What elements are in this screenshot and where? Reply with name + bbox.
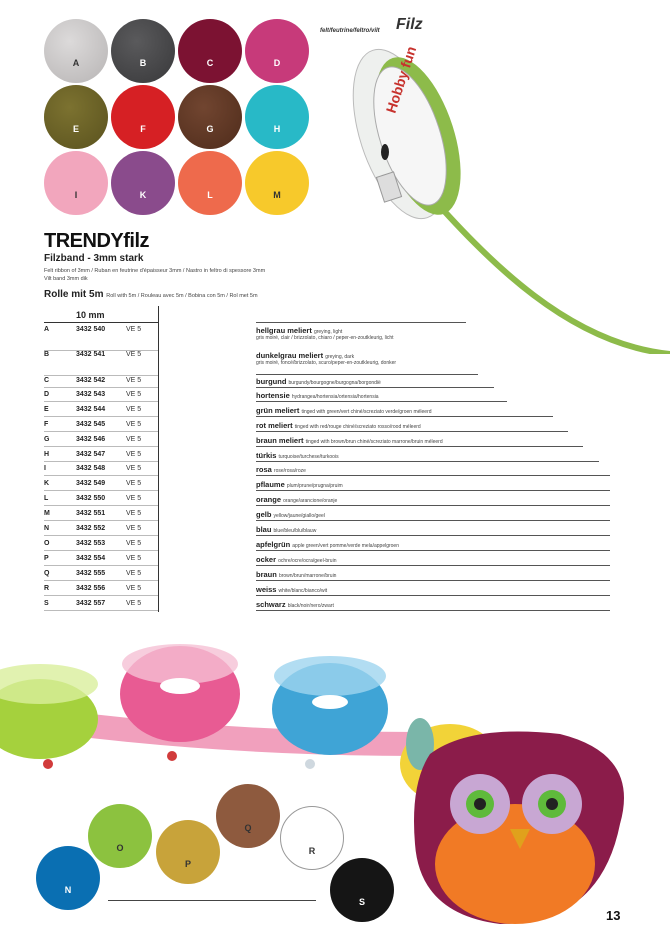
color-swatch-d: [245, 19, 309, 83]
table-row: [0, 377, 670, 392]
row-letter: N: [44, 525, 50, 532]
color-name-translations: orange/arancione/oranje: [283, 498, 338, 504]
color-swatch-m: [245, 151, 309, 215]
color-swatch-q: [216, 784, 280, 848]
row-rule-left: [44, 416, 158, 417]
article-number: 3432 557: [76, 600, 106, 607]
row-rule-left: [44, 475, 158, 476]
row-rule-left: [44, 505, 158, 506]
table-row: [0, 540, 670, 555]
row-rule: [256, 505, 610, 506]
article-number: 3432 555: [76, 570, 106, 577]
row-rule: [256, 322, 466, 323]
color-name-translations: greying, light: [313, 329, 343, 335]
packing-unit: VE 5: [126, 406, 142, 413]
row-rule-left: [44, 550, 158, 551]
color-swatch-o: [88, 804, 152, 868]
row-rule-left: [44, 387, 158, 388]
packing-unit: VE 5: [126, 495, 142, 502]
row-letter: A: [44, 326, 50, 333]
article-number: 3432 548: [76, 465, 106, 472]
color-name: [256, 495, 337, 504]
row-rule-left: [44, 375, 158, 376]
ribbon-spool-image: [340, 24, 670, 354]
color-name: [256, 326, 342, 335]
color-name-translations: blue/bleu/blu/blauw: [273, 528, 317, 534]
packing-unit: VE 5: [126, 465, 142, 472]
color-swatch-e: [44, 85, 108, 149]
row-rule-left: [44, 595, 158, 596]
product-description-nl: Vilt band 3mm dik: [44, 276, 88, 282]
color-swatch-s: [330, 858, 394, 922]
packing-unit: VE 5: [126, 555, 142, 562]
row-rule: [256, 610, 610, 611]
color-swatch-n: [36, 846, 100, 910]
row-letter: S: [44, 600, 49, 607]
row-rule: [256, 535, 610, 536]
packing-unit: VE 5: [126, 525, 142, 532]
color-swatch-r: [280, 806, 344, 870]
color-swatch-l: [178, 151, 242, 215]
table-row: [0, 406, 670, 421]
article-number: 3432 549: [76, 480, 106, 487]
packing-unit: VE 5: [126, 351, 142, 358]
color-name-de: burgund: [256, 377, 287, 386]
row-letter: D: [44, 391, 50, 398]
color-name-translations: turquoise/turchese/turkoois: [278, 454, 339, 460]
color-name-translations: black/noir/nero/zwart: [287, 603, 334, 609]
brand-title: TRENDYfilz: [44, 230, 149, 252]
color-name-de: schwarz: [256, 600, 286, 609]
color-name-de: orange: [256, 495, 282, 504]
row-rule: [256, 595, 610, 596]
color-name-de: apfelgrün: [256, 540, 291, 549]
color-name: [256, 480, 343, 489]
table-header-rule: [44, 322, 158, 323]
row-letter: I: [44, 465, 46, 472]
table-width-header: 10 mm: [76, 310, 105, 320]
color-name: [256, 406, 432, 415]
header-languages: felt/feutrine/feltro/vilt: [320, 28, 380, 34]
color-swatch-c: [178, 19, 242, 83]
swatch-letter: S: [358, 897, 365, 907]
swatch-letter: N: [64, 885, 72, 895]
row-rule-left: [44, 565, 158, 566]
swatch-letter: L: [207, 190, 213, 200]
row-rule-left: [44, 490, 158, 491]
color-name-de: türkis: [256, 451, 277, 460]
packing-unit: VE 5: [126, 480, 142, 487]
packing-unit: VE 5: [126, 391, 142, 398]
row-rule: [256, 416, 553, 417]
row-rule-left: [44, 580, 158, 581]
article-number: 3432 540: [76, 326, 106, 333]
packing-unit: VE 5: [126, 510, 142, 517]
color-name-translations-extra: gris moiré, clair / brizzolato, chiaro / peper-en-zoutkleurig, licht: [256, 335, 394, 341]
article-number: 3432 545: [76, 421, 106, 428]
article-number: 3432 551: [76, 510, 106, 517]
article-number: 3432 556: [76, 585, 106, 592]
color-swatch-b: [111, 19, 175, 83]
swatch-letter: H: [273, 124, 281, 134]
color-name-translations: tinged with brown/brun chiné/screziato marrone/bruin méleerd: [305, 439, 443, 445]
color-name: [256, 585, 327, 594]
product-description: Felt ribbon of 3mm / Ruban en feutrine d'épaisseur 3mm / Nastro in feltro di spessore 3mm: [44, 268, 266, 274]
row-letter: Q: [44, 570, 50, 577]
color-name-de: hellgrau meliert: [256, 326, 312, 335]
roll-length-translations: Roll with 5m / Rouleau avec 5m / Bobina con 5m / Rol met 5m: [106, 293, 258, 299]
swatch-letter: A: [72, 58, 80, 68]
row-rule: [256, 387, 494, 388]
row-rule-left: [44, 520, 158, 521]
color-name: [256, 436, 443, 445]
color-name-translations: white/blanc/bianco/wit: [278, 588, 328, 594]
swatch-letter: O: [116, 843, 124, 853]
article-number: 3432 543: [76, 391, 106, 398]
swatch-letter: D: [273, 58, 281, 68]
color-name-de: hortensie: [256, 391, 290, 400]
table-row: [0, 351, 670, 366]
color-name-de: blau: [256, 525, 272, 534]
row-rule-left: [44, 610, 158, 611]
color-swatch-h: [245, 85, 309, 149]
table-row: [0, 510, 670, 525]
packing-unit: VE 5: [126, 377, 142, 384]
packing-unit: VE 5: [126, 326, 142, 333]
row-letter: E: [44, 406, 49, 413]
article-number: 3432 554: [76, 555, 106, 562]
row-rule: [256, 446, 583, 447]
packing-unit: VE 5: [126, 421, 142, 428]
swatch-letter: R: [308, 846, 316, 856]
row-letter: O: [44, 540, 50, 547]
table-row: [0, 585, 670, 600]
row-letter: M: [44, 510, 50, 517]
table-row: [0, 525, 670, 540]
color-name-translations-extra: gris moiré, foncé/brizzolato, scuro/peper-en-zoutkleurig, donker: [256, 360, 397, 366]
table-row: [0, 451, 670, 466]
color-name-de: braun: [256, 570, 277, 579]
swatch-letter: K: [139, 190, 147, 200]
packing-unit: VE 5: [126, 540, 142, 547]
product-subtitle: Filzband - 3mm stark: [44, 253, 144, 264]
swatch-letter: P: [184, 859, 191, 869]
row-letter: F: [44, 421, 49, 428]
table-row: [0, 600, 670, 615]
packing-unit: VE 5: [126, 585, 142, 592]
swatch-letter: I: [74, 190, 78, 200]
article-number: 3432 547: [76, 451, 106, 458]
color-name: [256, 421, 421, 430]
footer-rule: [108, 900, 316, 901]
color-name: [256, 525, 316, 534]
table-row: [0, 391, 670, 406]
table-row: [0, 436, 670, 451]
color-name-translations: tinged with green/vert chiné/screziato verde/groen méleerd: [301, 409, 432, 415]
article-number: 3432 552: [76, 525, 106, 532]
table-row: [0, 421, 670, 436]
color-name-translations: greying, dark: [325, 354, 355, 360]
color-name-translations: yellow/jaune/giallo/geel: [273, 513, 325, 519]
row-rule: [256, 475, 610, 476]
color-name: [256, 391, 379, 400]
color-swatch-g: [178, 85, 242, 149]
table-row: [0, 570, 670, 585]
table-row: [0, 480, 670, 495]
row-rule: [256, 565, 610, 566]
swatch-letter: B: [139, 58, 147, 68]
row-rule: [256, 550, 610, 551]
packing-unit: VE 5: [126, 600, 142, 607]
packing-unit: VE 5: [126, 436, 142, 443]
article-number: 3432 546: [76, 436, 106, 443]
swatch-letter: F: [140, 124, 146, 134]
row-rule-left: [44, 401, 158, 402]
color-name-de: rosa: [256, 465, 272, 474]
row-rule-left: [44, 461, 158, 462]
row-rule: [256, 490, 610, 491]
color-name-de: gelb: [256, 510, 272, 519]
page-number: 13: [606, 908, 621, 923]
swatch-letter: C: [206, 58, 214, 68]
color-name: [256, 465, 306, 474]
color-name-translations: rose/rosa/roze: [273, 468, 306, 474]
row-rule: [256, 520, 610, 521]
color-name: [256, 555, 336, 564]
color-name-translations: plum/prune/prugna/pruim: [286, 483, 343, 489]
row-letter: B: [44, 351, 50, 358]
header-title: Filz: [396, 16, 423, 33]
row-letter: C: [44, 377, 50, 384]
article-number: 3432 544: [76, 406, 106, 413]
color-swatch-f: [111, 85, 175, 149]
roll-info: [44, 289, 258, 300]
row-rule: [256, 461, 599, 462]
row-letter: P: [44, 555, 49, 562]
color-name: [256, 600, 334, 609]
row-rule-left: [44, 431, 158, 432]
packing-unit: VE 5: [126, 451, 142, 458]
article-number: 3432 541: [76, 351, 106, 358]
row-letter: K: [44, 480, 50, 487]
color-name-de: braun meliert: [256, 436, 304, 445]
row-rule: [256, 431, 568, 432]
color-name: [256, 540, 399, 549]
packing-unit: VE 5: [126, 570, 142, 577]
row-letter: G: [44, 436, 50, 443]
row-letter: H: [44, 451, 50, 458]
article-number: 3432 550: [76, 495, 106, 502]
swatch-letter: G: [206, 124, 214, 134]
roll-length: Rolle mit 5m: [44, 289, 104, 300]
article-number: 3432 542: [76, 377, 106, 384]
color-name-de: dunkelgrau meliert: [256, 351, 324, 360]
row-rule-left: [44, 446, 158, 447]
article-number: 3432 553: [76, 540, 106, 547]
table-row: [0, 555, 670, 570]
swatch-letter: Q: [244, 823, 252, 833]
color-name-translations: ochre/ocre/ocra/geel-bruin: [278, 558, 337, 564]
color-name-translations: apple green/vert pomme/verde mela/appelgroen: [292, 543, 399, 549]
swatch-letter: E: [72, 124, 79, 134]
color-swatch-i: [44, 151, 108, 215]
row-rule-left: [44, 535, 158, 536]
table-row: [0, 465, 670, 480]
color-name-translations: hydrangea/hortensia/ortensia/hortensia: [291, 394, 379, 400]
color-name-de: rot meliert: [256, 421, 293, 430]
color-name-translations: brown/brun/marrone/bruin: [278, 573, 337, 579]
color-name: [256, 377, 381, 386]
row-rule: [256, 374, 478, 375]
color-name: [256, 451, 339, 460]
color-name: [256, 510, 325, 519]
color-name-translations: tinged with red/rouge chiné/screziato rosso/rood méleerd: [294, 424, 421, 430]
row-rule: [256, 580, 610, 581]
color-name-de: grün meliert: [256, 406, 300, 415]
table-row: [0, 326, 670, 341]
color-name: [256, 351, 354, 360]
color-name: [256, 570, 336, 579]
row-rule: [256, 401, 507, 402]
color-swatch-p: [156, 820, 220, 884]
color-name-translations: burgundy/bourgogne/burgogna/borgondië: [288, 380, 381, 386]
spool-brand-label: Hobby fun: [382, 44, 420, 115]
color-name-de: pflaume: [256, 480, 285, 489]
color-name-de: weiss: [256, 585, 277, 594]
color-swatch-k: [111, 151, 175, 215]
swatch-letter: M: [273, 190, 281, 200]
color-name-de: ocker: [256, 555, 277, 564]
row-letter: R: [44, 585, 50, 592]
row-letter: L: [44, 495, 49, 502]
table-row: [0, 495, 670, 510]
color-swatch-a: [44, 19, 108, 83]
